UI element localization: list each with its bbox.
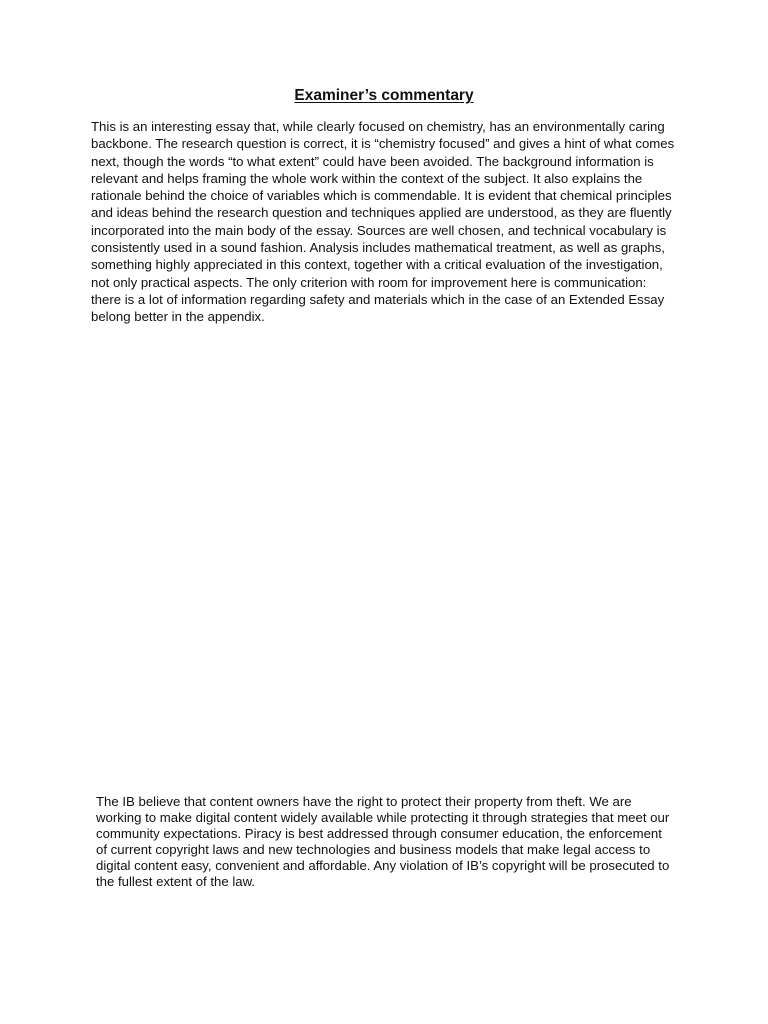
commentary-paragraph: This is an interesting essay that, while clearly focused on chemistry, has an environmentally caring backbone. The research question is correct, it is “chemistry focused” and gives a hint of what comes next, though the words “to what extent” could have been avoided. The background information is relevant and helps framing the whole work within the context of the subject. It also explains the rationale behind the choice of variables which is commendable. It is evident that chemical principles and ideas behind the research question and techniques applied are understood, as they are fluently incorporated into the main body of the essay. Sources are well chosen, and technical vocabulary is consistently used in a sound fashion. Analysis includes mathematical treatment, as well as graphs, something highly appreciated in this context, together with a critical evaluation of the investigation, not only practical aspects. The only criterion with room for improvement here is communication: there is a lot of information regarding safety and materials which in the case of an Extended Essay belong better in the appendix.: [91, 119, 675, 325]
copyright-notice: The IB believe that content owners have the right to protect their property from theft. We are working to make digital content widely available while protecting it through strategies that meet our community expectations. Piracy is best addressed through consumer education, the enforcement of current copyright laws and new technologies and business models that make legal access to digital content easy, convenient and affordable. Any violation of IB’s copyright will be prosecuted to the fullest extent of the law.: [96, 794, 670, 890]
page-title: Examiner’s commentary: [294, 87, 474, 104]
